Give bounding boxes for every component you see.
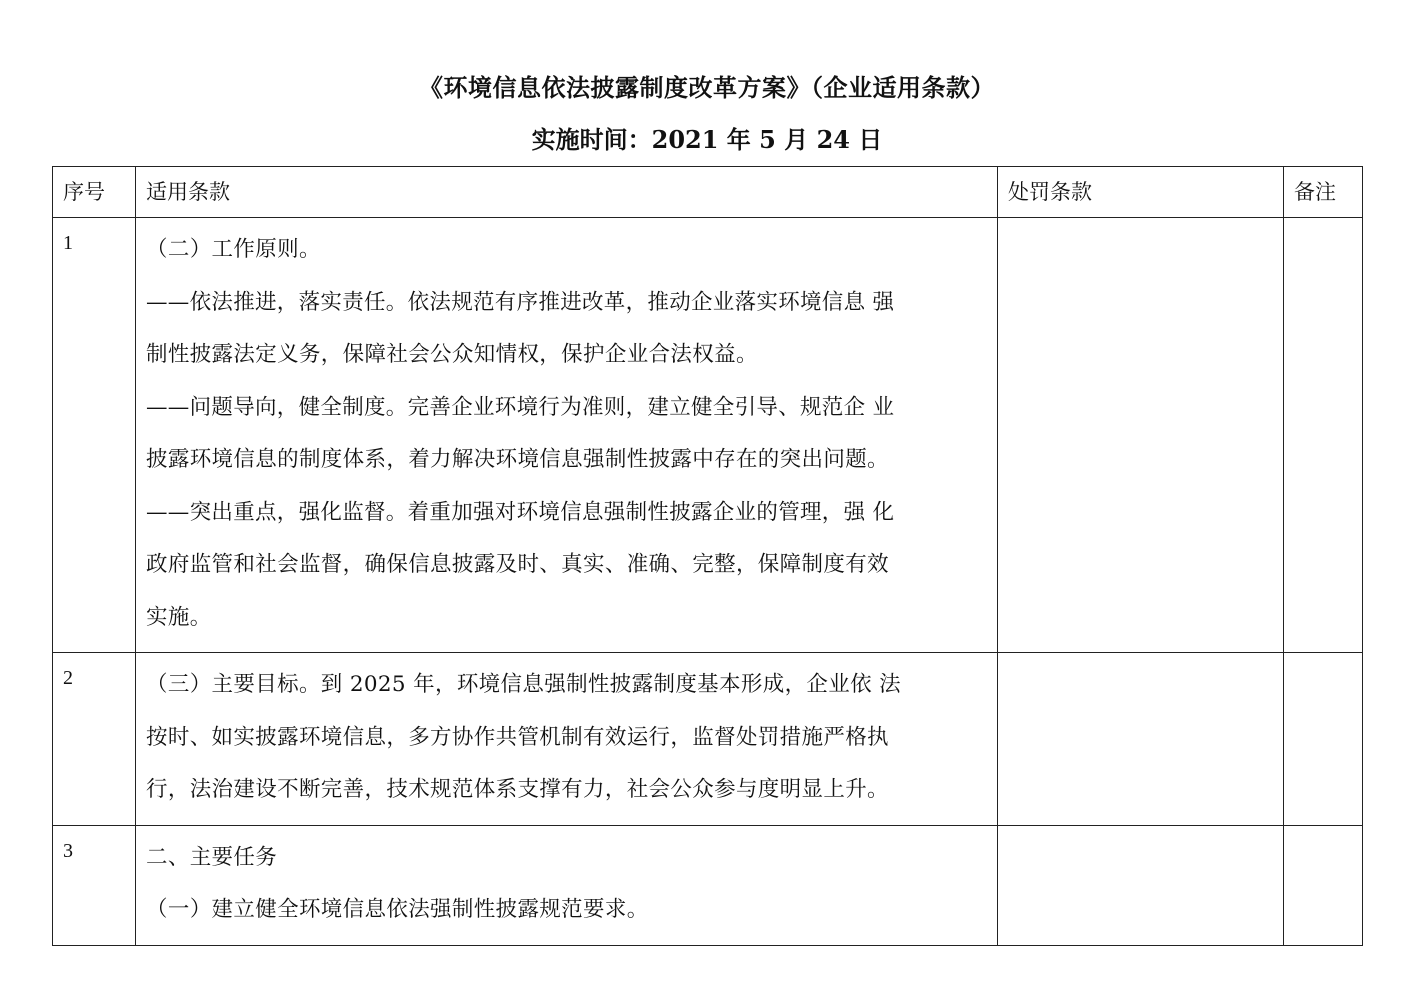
clause-line: 二、主要任务 xyxy=(146,844,278,870)
clause-line: （一）建立健全环境信息依法强制性披露规范要求。 xyxy=(146,897,649,922)
row-number: 2 xyxy=(53,653,136,826)
header-note: 备注 xyxy=(1284,167,1363,218)
clause-line: ——依法推进，落实责任。依法规范有序推进改革，推动企业落实环境信息 强 xyxy=(146,289,895,315)
row-number: 1 xyxy=(53,218,136,653)
penalty-cell xyxy=(998,825,1284,945)
penalty-cell xyxy=(998,653,1284,826)
table-row xyxy=(53,218,1363,653)
clause-line: （二）工作原则。 xyxy=(146,237,321,262)
clauses-table xyxy=(52,166,1363,946)
row-number: 3 xyxy=(53,825,136,945)
clause-cell xyxy=(136,218,998,653)
header-no: 序号 xyxy=(53,167,136,218)
clause-line: 行，法治建设不断完善，技术规范体系支撑有力，社会公众参与度明显上升。 xyxy=(146,777,889,802)
note-cell xyxy=(1284,825,1363,945)
clause-line: ——突出重点，强化监督。着重加强对环境信息强制性披露企业的管理，强 化 xyxy=(146,499,895,525)
clause-line: （三）主要目标。到 2025 年，环境信息强制性披露制度基本形成，企业依 法 xyxy=(146,672,902,697)
note-cell xyxy=(1284,653,1363,826)
clause-cell xyxy=(136,825,998,945)
clause-line: 政府监管和社会监督，确保信息披露及时、真实、准确、完整，保障制度有效 xyxy=(146,552,889,577)
note-cell xyxy=(1284,218,1363,653)
penalty-cell xyxy=(998,218,1284,653)
clause-line: 按时、如实披露环境信息，多方协作共管机制有效运行，监督处罚措施严格执 xyxy=(146,724,889,750)
clause-line: 制性披露法定义务，保障社会公众知情权，保护企业合法权益。 xyxy=(146,342,758,367)
header-clause: 适用条款 xyxy=(136,167,998,218)
clause-line: 披露环境信息的制度体系，着力解决环境信息强制性披露中存在的突出问题。 xyxy=(146,447,889,472)
document-title: 《环境信息依法披露制度改革方案》（企业适用条款） xyxy=(419,73,995,102)
clause-line: ——问题导向，健全制度。完善企业环境行为准则，建立健全引导、规范企 业 xyxy=(146,394,895,420)
document-subtitle: 实施时间：2021 年 5 月 24 日 xyxy=(531,125,883,154)
table-row xyxy=(53,825,1363,945)
clause-line: 实施。 xyxy=(146,604,212,630)
header-penalty: 处罚条款 xyxy=(998,167,1284,218)
clause-cell xyxy=(136,653,998,826)
table-row xyxy=(53,653,1363,826)
table-header-row xyxy=(53,167,1363,218)
